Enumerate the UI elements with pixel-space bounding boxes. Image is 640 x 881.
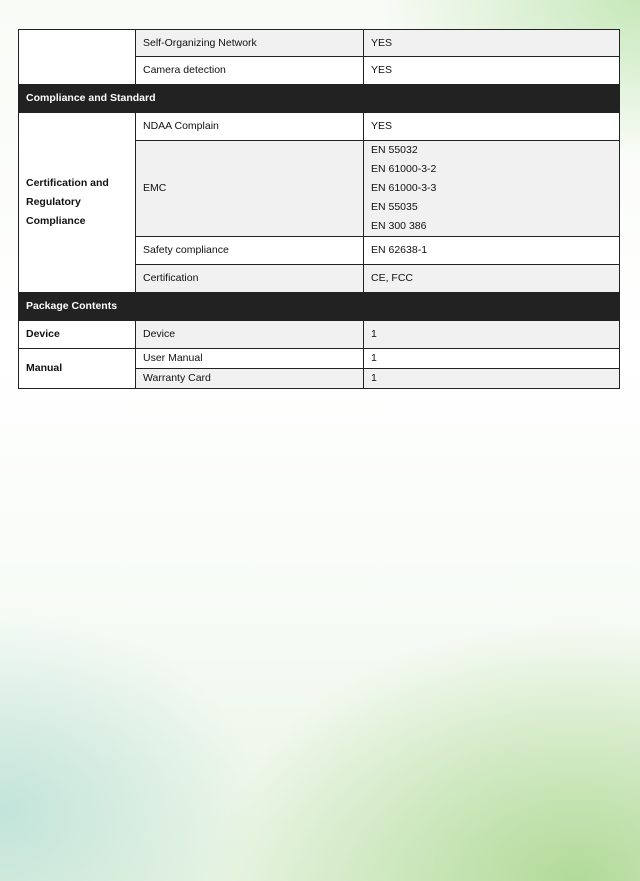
item-cell: User Manual <box>136 349 364 369</box>
table-row <box>19 113 620 141</box>
section-header-row <box>19 85 620 113</box>
value-cell: YES <box>364 113 620 141</box>
value-line: EN 55032 <box>371 144 418 156</box>
property-cell: Camera detection <box>136 57 364 85</box>
value-cell <box>364 141 620 237</box>
property-cell: Certification <box>136 265 364 293</box>
value-line: EN 55035 <box>371 201 418 213</box>
value-cell: CE, FCC <box>364 265 620 293</box>
value-cell: YES <box>364 30 620 57</box>
qty-cell: 1 <box>364 321 620 349</box>
section-title: Compliance and Standard <box>19 85 620 113</box>
table-row <box>19 30 620 57</box>
value-line: EN 61000-3-2 <box>371 163 437 175</box>
table-row <box>19 321 620 349</box>
property-cell: NDAA Complain <box>136 113 364 141</box>
table-row <box>19 349 620 369</box>
group-label: Certification and Regulatory Compliance <box>19 113 136 293</box>
property-cell: Self-Organizing Network <box>136 30 364 57</box>
value-cell: YES <box>364 57 620 85</box>
property-cell: Safety compliance <box>136 237 364 265</box>
section-header-row <box>19 293 620 321</box>
qty-cell: 1 <box>364 369 620 389</box>
property-cell: EMC <box>136 141 364 237</box>
qty-cell: 1 <box>364 349 620 369</box>
group-label: Device <box>19 321 136 349</box>
group-label: Manual <box>19 349 136 389</box>
spec-table <box>18 29 620 389</box>
value-line: EN 61000-3-3 <box>371 182 437 194</box>
empty-group-cell <box>19 30 136 85</box>
item-cell: Warranty Card <box>136 369 364 389</box>
item-cell: Device <box>136 321 364 349</box>
value-line: EN 300 386 <box>371 220 427 232</box>
value-cell: EN 62638-1 <box>364 237 620 265</box>
section-title: Package Contents <box>19 293 620 321</box>
